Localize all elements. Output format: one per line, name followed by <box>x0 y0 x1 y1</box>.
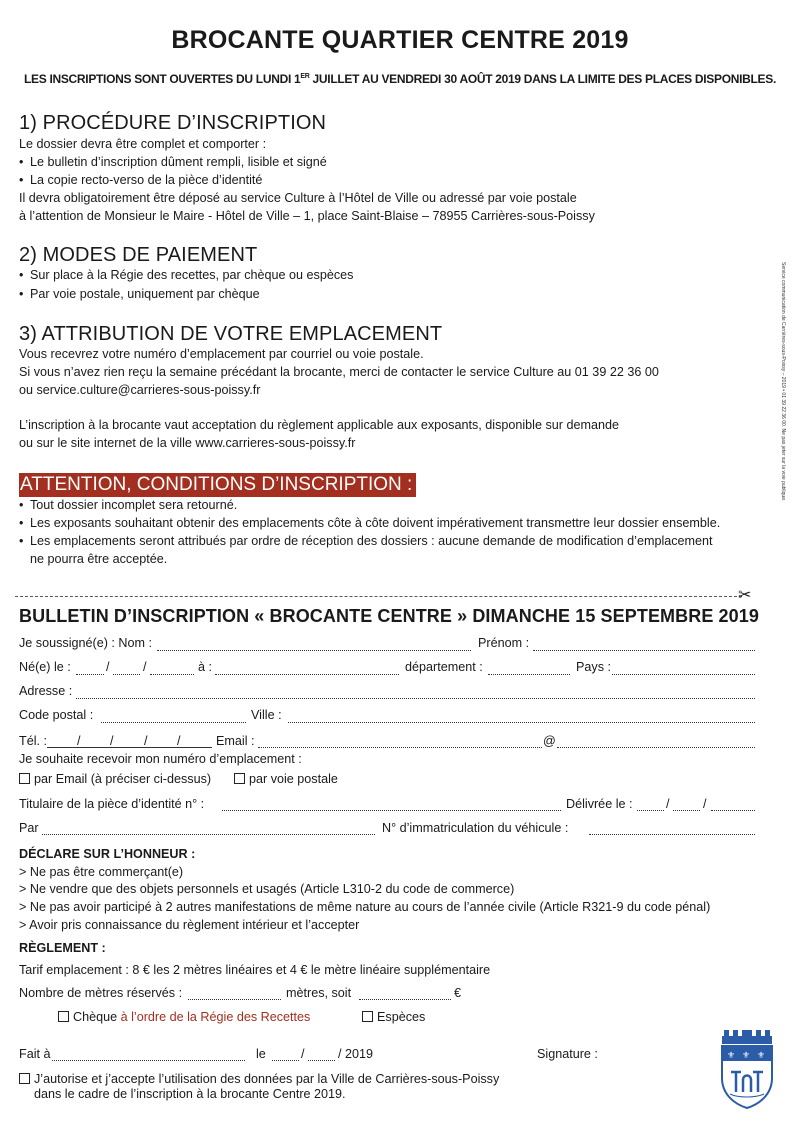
svg-text:⚜: ⚜ <box>727 1051 736 1061</box>
checkbox-icon[interactable] <box>58 1011 69 1022</box>
issue-year-field[interactable] <box>711 810 755 811</box>
immat-field[interactable] <box>589 834 755 835</box>
at-sign: @ <box>543 734 556 748</box>
consent-text-continued: dans le cadre de l’inscription à la brocante Centre 2019. <box>34 1087 346 1101</box>
metres-soit: mètres, soit <box>286 986 352 1000</box>
list-item: • Les exposants souhaitant obtenir des emplacements côte à côte doivent impérativement transmettre leur dossier ensemble. <box>19 516 721 530</box>
consent-checkbox[interactable] <box>19 1072 499 1086</box>
list-item-text: La copie recto-verso de la pièce d’identité <box>30 173 263 187</box>
svg-text:⚜: ⚜ <box>757 1051 766 1061</box>
side-credit: Service communication de Carrières-sous-Poissy – 2019 • 01 39 22 36 00. Ne pas jeter sur la voie publique. <box>780 262 786 502</box>
par-label: Par <box>19 821 39 835</box>
separator: / <box>110 734 114 748</box>
list-item-continued: ne pourra être acceptée. <box>30 552 168 566</box>
website-link: ou sur le site internet de la ville www.carrieres-sous-poissy.fr <box>19 436 356 450</box>
cut-line <box>15 596 742 597</box>
birthdate-label: Né(e) le : <box>19 660 71 674</box>
prenom-field[interactable] <box>533 650 755 651</box>
city-crest-icon <box>718 1028 776 1110</box>
list-item: • Tout dossier incomplet sera retourné. <box>19 498 238 512</box>
nom-field[interactable] <box>157 650 471 651</box>
separator: / <box>703 797 707 811</box>
checkbox-icon[interactable] <box>19 1073 30 1084</box>
section1-intro: Le dossier devra être complet et comporter : <box>19 137 267 151</box>
pays-field[interactable] <box>612 674 755 675</box>
tarif-text: Tarif emplacement : 8 € les 2 mètres linéaires et 4 € le mètre linéaire supplémentaire <box>19 963 491 977</box>
id-number-field[interactable] <box>222 810 561 811</box>
birthplace-field[interactable] <box>215 674 399 675</box>
option-postal[interactable] <box>234 772 338 786</box>
registration-dates <box>0 72 800 86</box>
svg-text:⚜: ⚜ <box>742 1051 751 1061</box>
separator: / <box>106 660 110 674</box>
list-item-text: Tout dossier incomplet sera retourné. <box>30 498 238 512</box>
declare-item: > Ne pas avoir participé à 2 autres manifestations de même nature au cours de l’année civile (Article R321-9 du code pénal) <box>19 900 711 914</box>
tel-field[interactable] <box>47 747 212 748</box>
birthplace-label: à : <box>198 660 213 674</box>
option-postal-label: par voie postale <box>249 772 338 786</box>
ville-label: Ville : <box>251 708 282 722</box>
separator: / <box>144 734 148 748</box>
page-title: BROCANTE QUARTIER CENTRE 2019 <box>171 26 629 54</box>
date-label: le <box>256 1047 266 1061</box>
subtitle-part: JUILLET AU VENDREDI 30 AOÛT 2019 DANS LA LIMITE DES PLACES DISPONIBLES. <box>309 72 776 86</box>
separator: / <box>666 797 670 811</box>
birth-month-field[interactable] <box>113 674 140 675</box>
email-user-field[interactable] <box>258 747 542 748</box>
checkbox-icon[interactable] <box>362 1011 373 1022</box>
subtitle-part: LES INSCRIPTIONS SONT OUVERTES DU LUNDI 1 <box>23 72 301 86</box>
delivree-label: Délivrée le : <box>566 797 633 811</box>
reglement-heading: RÈGLEMENT : <box>19 941 106 955</box>
scissors-icon: ✂ <box>738 587 752 604</box>
separator: / <box>77 734 81 748</box>
checkbox-icon[interactable] <box>234 773 245 784</box>
fait-field[interactable] <box>52 1060 245 1061</box>
separator: / <box>177 734 181 748</box>
issue-month-field[interactable] <box>673 810 700 811</box>
birth-day-field[interactable] <box>76 674 104 675</box>
titulaire-label: Titulaire de la pièce d’identité n° : <box>19 797 205 811</box>
list-item-text: Sur place à la Régie des recettes, par chèque ou espèces <box>30 268 354 282</box>
email-label: Email : <box>216 734 255 748</box>
declare-item: > Ne pas être commerçant(e) <box>19 865 184 879</box>
signature-label: Signature : <box>537 1047 598 1061</box>
list-item: • Le bulletin d’inscription dûment rempli, lisible et signé <box>19 155 327 169</box>
cheque-payee: à l’ordre de la Régie des Recettes <box>120 1010 311 1024</box>
section1-text: Il devra obligatoirement être déposé au service Culture à l’Hôtel de Ville ou adressé par voie postale <box>19 191 577 205</box>
list-item: • Par voie postale, uniquement par chèque <box>19 287 260 301</box>
year-text: / 2019 <box>338 1047 374 1061</box>
immat-label: N° d’immatriculation du véhicule : <box>382 821 569 835</box>
section1-heading: 1) PROCÉDURE D’INSCRIPTION <box>19 112 327 134</box>
nom-label: Je soussigné(e) : Nom : <box>19 636 152 650</box>
ville-field[interactable] <box>288 722 755 723</box>
list-item: • Sur place à la Régie des recettes, par chèque ou espèces <box>19 268 354 282</box>
metres-label: Nombre de mètres réservés : <box>19 986 183 1000</box>
declare-item: > Avoir pris connaissance du règlement intérieur et l’accepter <box>19 918 360 932</box>
list-item-text: Par voie postale, uniquement par chèque <box>30 287 260 301</box>
departement-label: département : <box>405 660 483 674</box>
option-email-label: par Email (à préciser ci-dessus) <box>34 772 212 786</box>
metres-field[interactable] <box>188 999 281 1000</box>
option-especes[interactable] <box>362 1010 425 1024</box>
sign-month-field[interactable] <box>308 1060 335 1061</box>
declare-heading: DÉCLARE SUR L’HONNEUR : <box>19 847 196 861</box>
list-item-text: Les emplacements seront attribués par ordre de réception des dossiers : aucune demande de modification d’emplacement <box>30 534 713 548</box>
separator: / <box>143 660 147 674</box>
adresse-label: Adresse : <box>19 684 73 698</box>
option-cheque[interactable] <box>58 1010 310 1024</box>
subtitle-sup: ER <box>300 73 310 80</box>
contact-email: ou service.culture@carrieres-sous-poissy.fr <box>19 383 261 397</box>
departement-field[interactable] <box>488 674 570 675</box>
email-domain-field[interactable] <box>557 747 755 748</box>
adresse-field[interactable] <box>76 698 755 699</box>
section3-text: Vous recevrez votre numéro d’emplacement par courriel ou voie postale. <box>19 347 424 361</box>
checkbox-icon[interactable] <box>19 773 30 784</box>
list-item: • La copie recto-verso de la pièce d’identité <box>19 173 263 187</box>
section2-heading: 2) MODES DE PAIEMENT <box>19 244 258 266</box>
pays-label: Pays : <box>576 660 611 674</box>
sign-day-field[interactable] <box>272 1060 299 1061</box>
section1-address: à l’attention de Monsieur le Maire - Hôtel de Ville – 1, place Saint-Blaise – 78955 Carrières-sous-Poissy <box>19 209 595 223</box>
consent-text: J’autorise et j’accepte l’utilisation des données par la Ville de Carrières-sous-Poissy <box>34 1072 500 1086</box>
especes-label: Espèces <box>377 1010 426 1024</box>
code-postal-label: Code postal : <box>19 708 94 722</box>
issue-day-field[interactable] <box>637 810 664 811</box>
section3-heading: 3) ATTRIBUTION DE VOTRE EMPLACEMENT <box>19 323 443 345</box>
code-postal-field[interactable] <box>101 722 246 723</box>
list-item-text: Les exposants souhaitant obtenir des emplacements côte à côte doivent impérativement transmettre leur dossier ensemble. <box>30 516 721 530</box>
section3-text: L’inscription à la brocante vaut acceptation du règlement applicable aux exposants, disponible sur demande <box>19 418 619 432</box>
list-item-text: Le bulletin d’inscription dûment rempli, lisible et signé <box>30 155 327 169</box>
issuer-field[interactable] <box>42 834 375 835</box>
cheque-label: Chèque <box>73 1010 118 1024</box>
section3-text: Si vous n’avez rien reçu la semaine précédant la brocante, merci de contacter le service Culture au 01 39 22 36 00 <box>19 365 659 379</box>
declare-item: > Ne vendre que des objets personnels et usagés (Article L310-2 du code de commerce) <box>19 882 515 896</box>
attention-heading: ATTENTION, CONDITIONS D’INSCRIPTION : <box>19 473 416 497</box>
recevoir-label: Je souhaite recevoir mon numéro d’emplacement : <box>19 752 302 766</box>
fait-label: Fait à <box>19 1047 51 1061</box>
form-title: BULLETIN D’INSCRIPTION « BROCANTE CENTRE » DIMANCHE 15 SEPTEMBRE 2019 <box>19 606 760 626</box>
prenom-label: Prénom : <box>478 636 530 650</box>
separator: / <box>301 1047 305 1061</box>
amount-field[interactable] <box>359 999 451 1000</box>
euro-sign: € <box>454 986 462 1000</box>
list-item: • Les emplacements seront attribués par ordre de réception des dossiers : aucune demande de modification d’emplacement <box>19 534 713 548</box>
option-email[interactable] <box>19 772 211 786</box>
birth-year-field[interactable] <box>150 674 194 675</box>
tel-label: Tél. : <box>19 734 47 748</box>
